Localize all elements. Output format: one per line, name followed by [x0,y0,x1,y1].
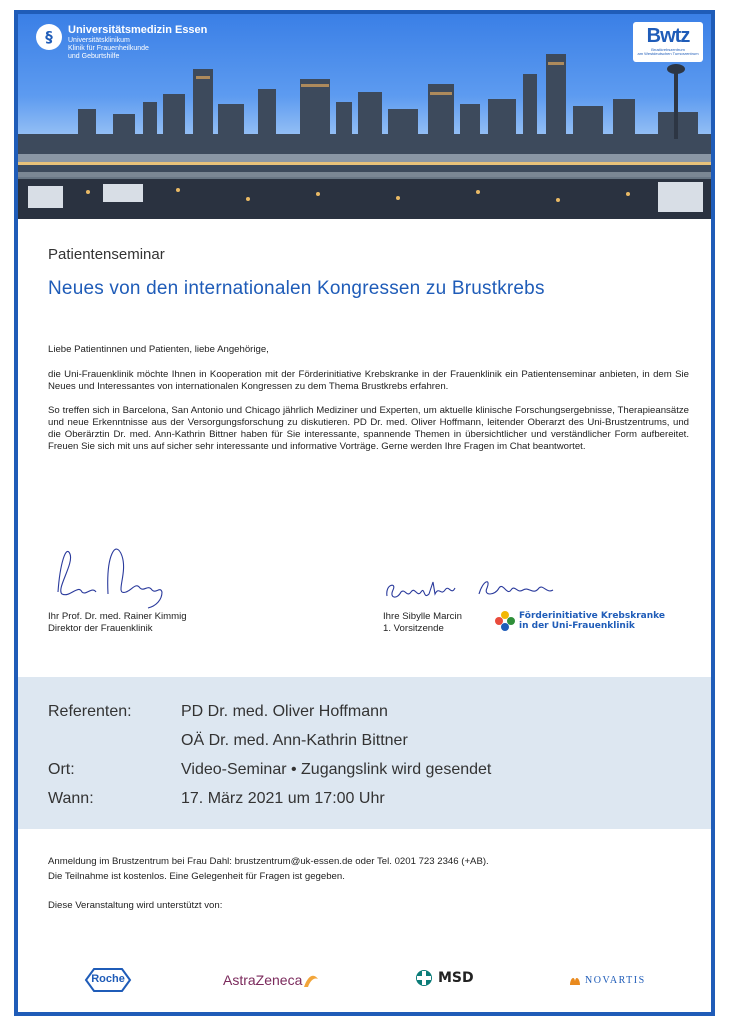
org-line-2: in der Uni-Frauenklinik [519,621,635,631]
greeting: Liebe Patientinnen und Patienten, liebe Angehörige, [48,344,269,355]
astrazeneca-swirl-icon [302,971,320,989]
date-value: 17. März 2021 um 17:00 Uhr [181,790,385,807]
footer-text [48,854,489,913]
msd-emblem-icon [413,969,435,987]
place-value: Video-Seminar • Zugangslink wird gesendet [181,761,492,778]
astrazeneca-text: AstraZeneca [223,972,303,988]
speakers-row-2 [48,732,408,750]
wtz-logo-sub1: Brustkrebszentrum [651,47,685,52]
speaker-1: PD Dr. med. Oliver Hoffmann [181,703,388,720]
signature-block-right [383,611,462,635]
foerderinitiative-logo [495,611,665,631]
speaker-2: OÄ Dr. med. Ann-Kathrin Bittner [181,732,408,749]
foerderinitiative-dots-icon [495,611,515,631]
clinic-line-3: und Geburtshilfe [68,52,120,60]
signature-marcin [383,574,583,606]
msd-text: MSD [438,970,474,986]
wtz-logo-text: Bwtz [646,25,690,47]
page-title: Neues von den internationalen Kongressen zu Brustkrebs [48,278,545,299]
city-skyline-header [18,14,711,219]
astrazeneca-logo [223,971,320,989]
institution-name: Universitätsmedizin Essen [68,24,208,36]
paragraph-2: So treffen sich in Barcelona, San Antonio und Chicago jährlich Mediziner und Experten, um aktuelle klinische Forschungsergebnisse, Therapieansätze und neue Erkenntnisse aus der Versorgungsforschung zu diskutieren. PD Dr. med. Oliver Hoffmann, leitender Oberarzt des Uni-Brustzentrums, und die Oberärztin Dr. med. Ann-Kathrin Bittner haben für Sie interessante, spannende Themen in übersichtlicher und verständlicher Form aufbereitet. Freuen Sie sich mit uns auf sicher sehr interessante und informative Vorträge. Gerne werden Ihre Fragen im Chat beantwortet. [48,404,689,453]
novartis-logo [568,973,646,987]
wtz-logo [633,22,703,62]
clinic-line-2: Klinik für Frauenheilkunde [68,44,149,52]
sponsor-logos [18,959,711,999]
registration-text: Anmeldung im Brustzentrum bei Frau Dahl: brustzentrum@uk-essen.de oder Tel. 0201 723 2346 (+AB). [48,856,489,867]
msd-logo [413,969,474,987]
free-participation-text: Die Teilnahme ist kostenlos. Eine Gelegenheit für Fragen ist gegeben. [48,871,345,882]
speakers-label: Referenten: [48,703,132,720]
place-label: Ort: [48,761,75,778]
signer-left-role: Direktor der Frauenklinik [48,623,153,634]
novartis-flame-icon [568,973,582,987]
place-row [48,761,491,779]
signature-kimmig [48,534,178,609]
signer-left-name: Ihr Prof. Dr. med. Rainer Kimmig [48,611,187,622]
org-line-1: Förderinitiative Krebskranke [519,611,665,621]
flyer-page [14,10,715,1016]
event-info-box [18,677,711,829]
support-text: Diese Veranstaltung wird unterstützt von: [48,900,223,911]
wtz-logo-sub2: am Westdeutschen Tumorzentrum [637,51,699,56]
date-row [48,790,385,808]
signer-right-name: Ihre Sibylle Marcin [383,611,462,622]
university-logo [36,24,207,61]
letter-body [48,344,689,464]
page-subtitle: Patientenseminar [48,246,165,263]
speakers-row [48,703,388,721]
roche-text: Roche [91,973,125,985]
novartis-text: NOVARTIS [585,974,646,986]
signer-right-role: 1. Vorsitzende [383,623,444,634]
clinic-line-1: Universitätsklinikum [68,36,130,44]
roche-logo [80,967,136,993]
signature-block-left [48,611,187,635]
paragraph-1: die Uni-Frauenklinik möchte Ihnen in Kooperation mit der Förderinitiative Krebskranke in der Frauenklinik ein Patientenseminar anbieten, in dem Sie Neues und Interessantes von internationalen Kongressen zu dem Thema Brustkrebs erfahren. [48,369,689,393]
university-emblem-icon: § [36,24,62,50]
date-label: Wann: [48,790,94,807]
